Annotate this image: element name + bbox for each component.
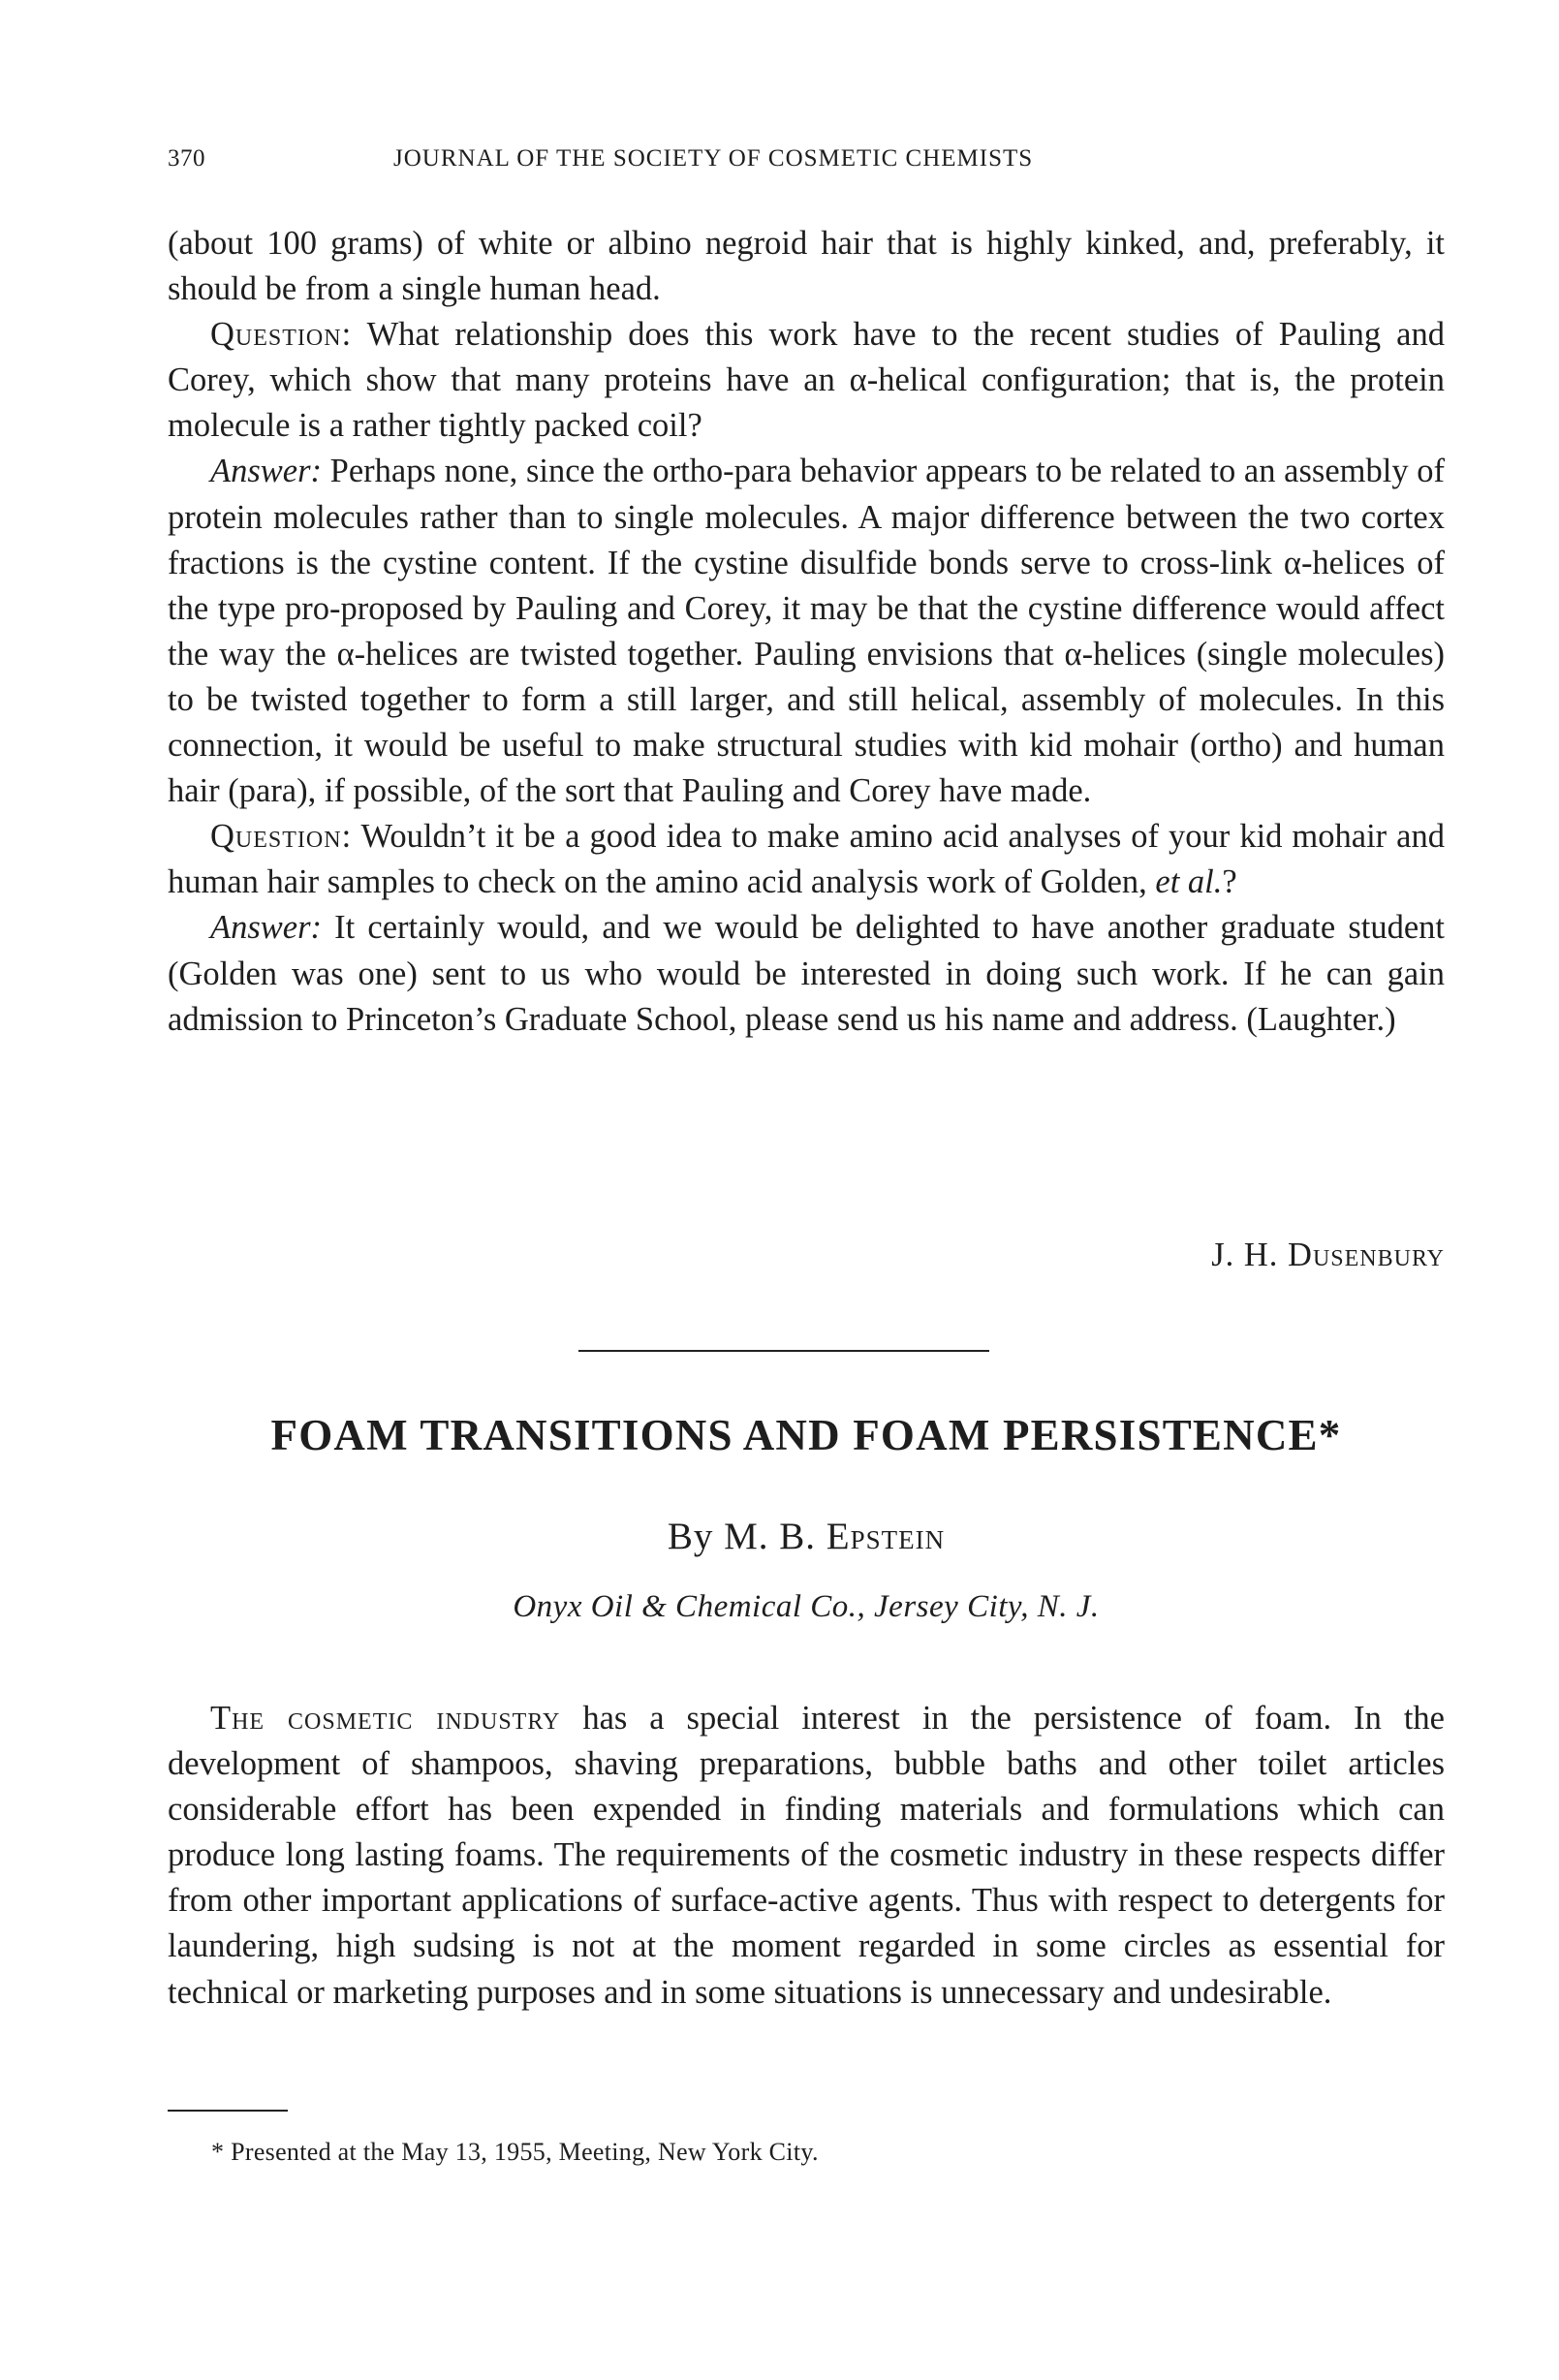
discussion-section xyxy=(168,221,1445,1043)
footnote: * Presented at the May 13, 1955, Meeting, New York City. xyxy=(211,2138,819,2166)
question-label: Question: xyxy=(210,316,353,354)
byline xyxy=(168,1515,1445,1558)
answer-text: Perhaps none, since the ortho-para behavior appears to be related to an assembly of protein molecules rather than to single molecules. A major difference between the two cortex fractions is the cystine content. If the cystine disulfide bonds serve to cross-link α-helices of the type pro-proposed by Pauling and Corey, it may be that the cystine difference would affect the way the α-helices are twisted together. Pauling envisions that α-helices (single molecules) to be twisted together to form a still larger, and still helical, assembly of molecules. In this connection, it would be useful to make structural studies with kid mohair (ortho) and human hair (para), if possible, of the sort that Pauling and Corey have made. xyxy=(168,453,1445,810)
answer-label: Answer: xyxy=(210,909,322,947)
intro-lead: The cosmetic industry xyxy=(210,1700,561,1737)
journal-title: JOURNAL OF THE SOCIETY OF COSMETIC CHEMISTS xyxy=(393,145,1034,172)
answer-text: It certainly would, and we would be delighted to have another graduate student (Golden was one) sent to us who would be interested in doing such work. If he can gain admission to Princeton’s Graduate School, please send us his name and address. (Laughter.) xyxy=(168,909,1445,1038)
answer-label: Answer: xyxy=(210,453,322,490)
question-italic: et al. xyxy=(1155,863,1223,901)
question-label: Question: xyxy=(210,818,353,856)
article-intro xyxy=(168,1696,1445,2016)
answer-2 xyxy=(168,905,1445,1042)
intro-text: has a special interest in the persistence of foam. In the development of shampoos, shaving preparations, bubble baths and other toilet articles considerable effort has been expended in finding materials and formulations which can produce long lasting foams. The requirements of the cosmetic industry in these respects differ from other important applications of surface-active agents. Thus with respect to detergents for laundering, high sudsing is not at the moment regarded in some circles as essential for technical or marketing purposes and in some situations is unnecessary and undesirable. xyxy=(168,1700,1445,2011)
discussion-continuation: (about 100 grams) of white or albino negroid hair that is highly kinked, and, preferably, it should be from a single human head. xyxy=(168,225,1445,308)
byline-prefix: By xyxy=(667,1516,725,1557)
question-text: Wouldn’t it be a good idea to make amino acid analyses of your kid mohair and human hair samples to check on the amino acid analysis work of Golden, xyxy=(168,818,1445,901)
author-affiliation: Onyx Oil & Chemical Co., Jersey City, N. J. xyxy=(513,1589,1100,1624)
question-2 xyxy=(168,814,1445,905)
running-head xyxy=(168,145,1447,184)
footnote-rule xyxy=(168,2110,288,2112)
page-number: 370 xyxy=(168,145,205,172)
question-1 xyxy=(168,312,1445,449)
question-text: What relationship does this work have to the recent studies of Pauling and Corey, which show that many proteins have an α-helical configuration; that is, the protein molecule is a rather tightly packed coil? xyxy=(168,316,1445,445)
section-divider xyxy=(578,1350,989,1352)
intro-paragraph xyxy=(168,1696,1445,2016)
answer-1 xyxy=(168,449,1445,814)
question-text-end: ? xyxy=(1222,863,1237,901)
author-name: M. B. Epstein xyxy=(724,1516,946,1557)
discussion-signature: J. H. Dusenbury xyxy=(1211,1237,1445,1273)
article-title: FOAM TRANSITIONS AND FOAM PERSISTENCE* xyxy=(270,1411,1342,1459)
